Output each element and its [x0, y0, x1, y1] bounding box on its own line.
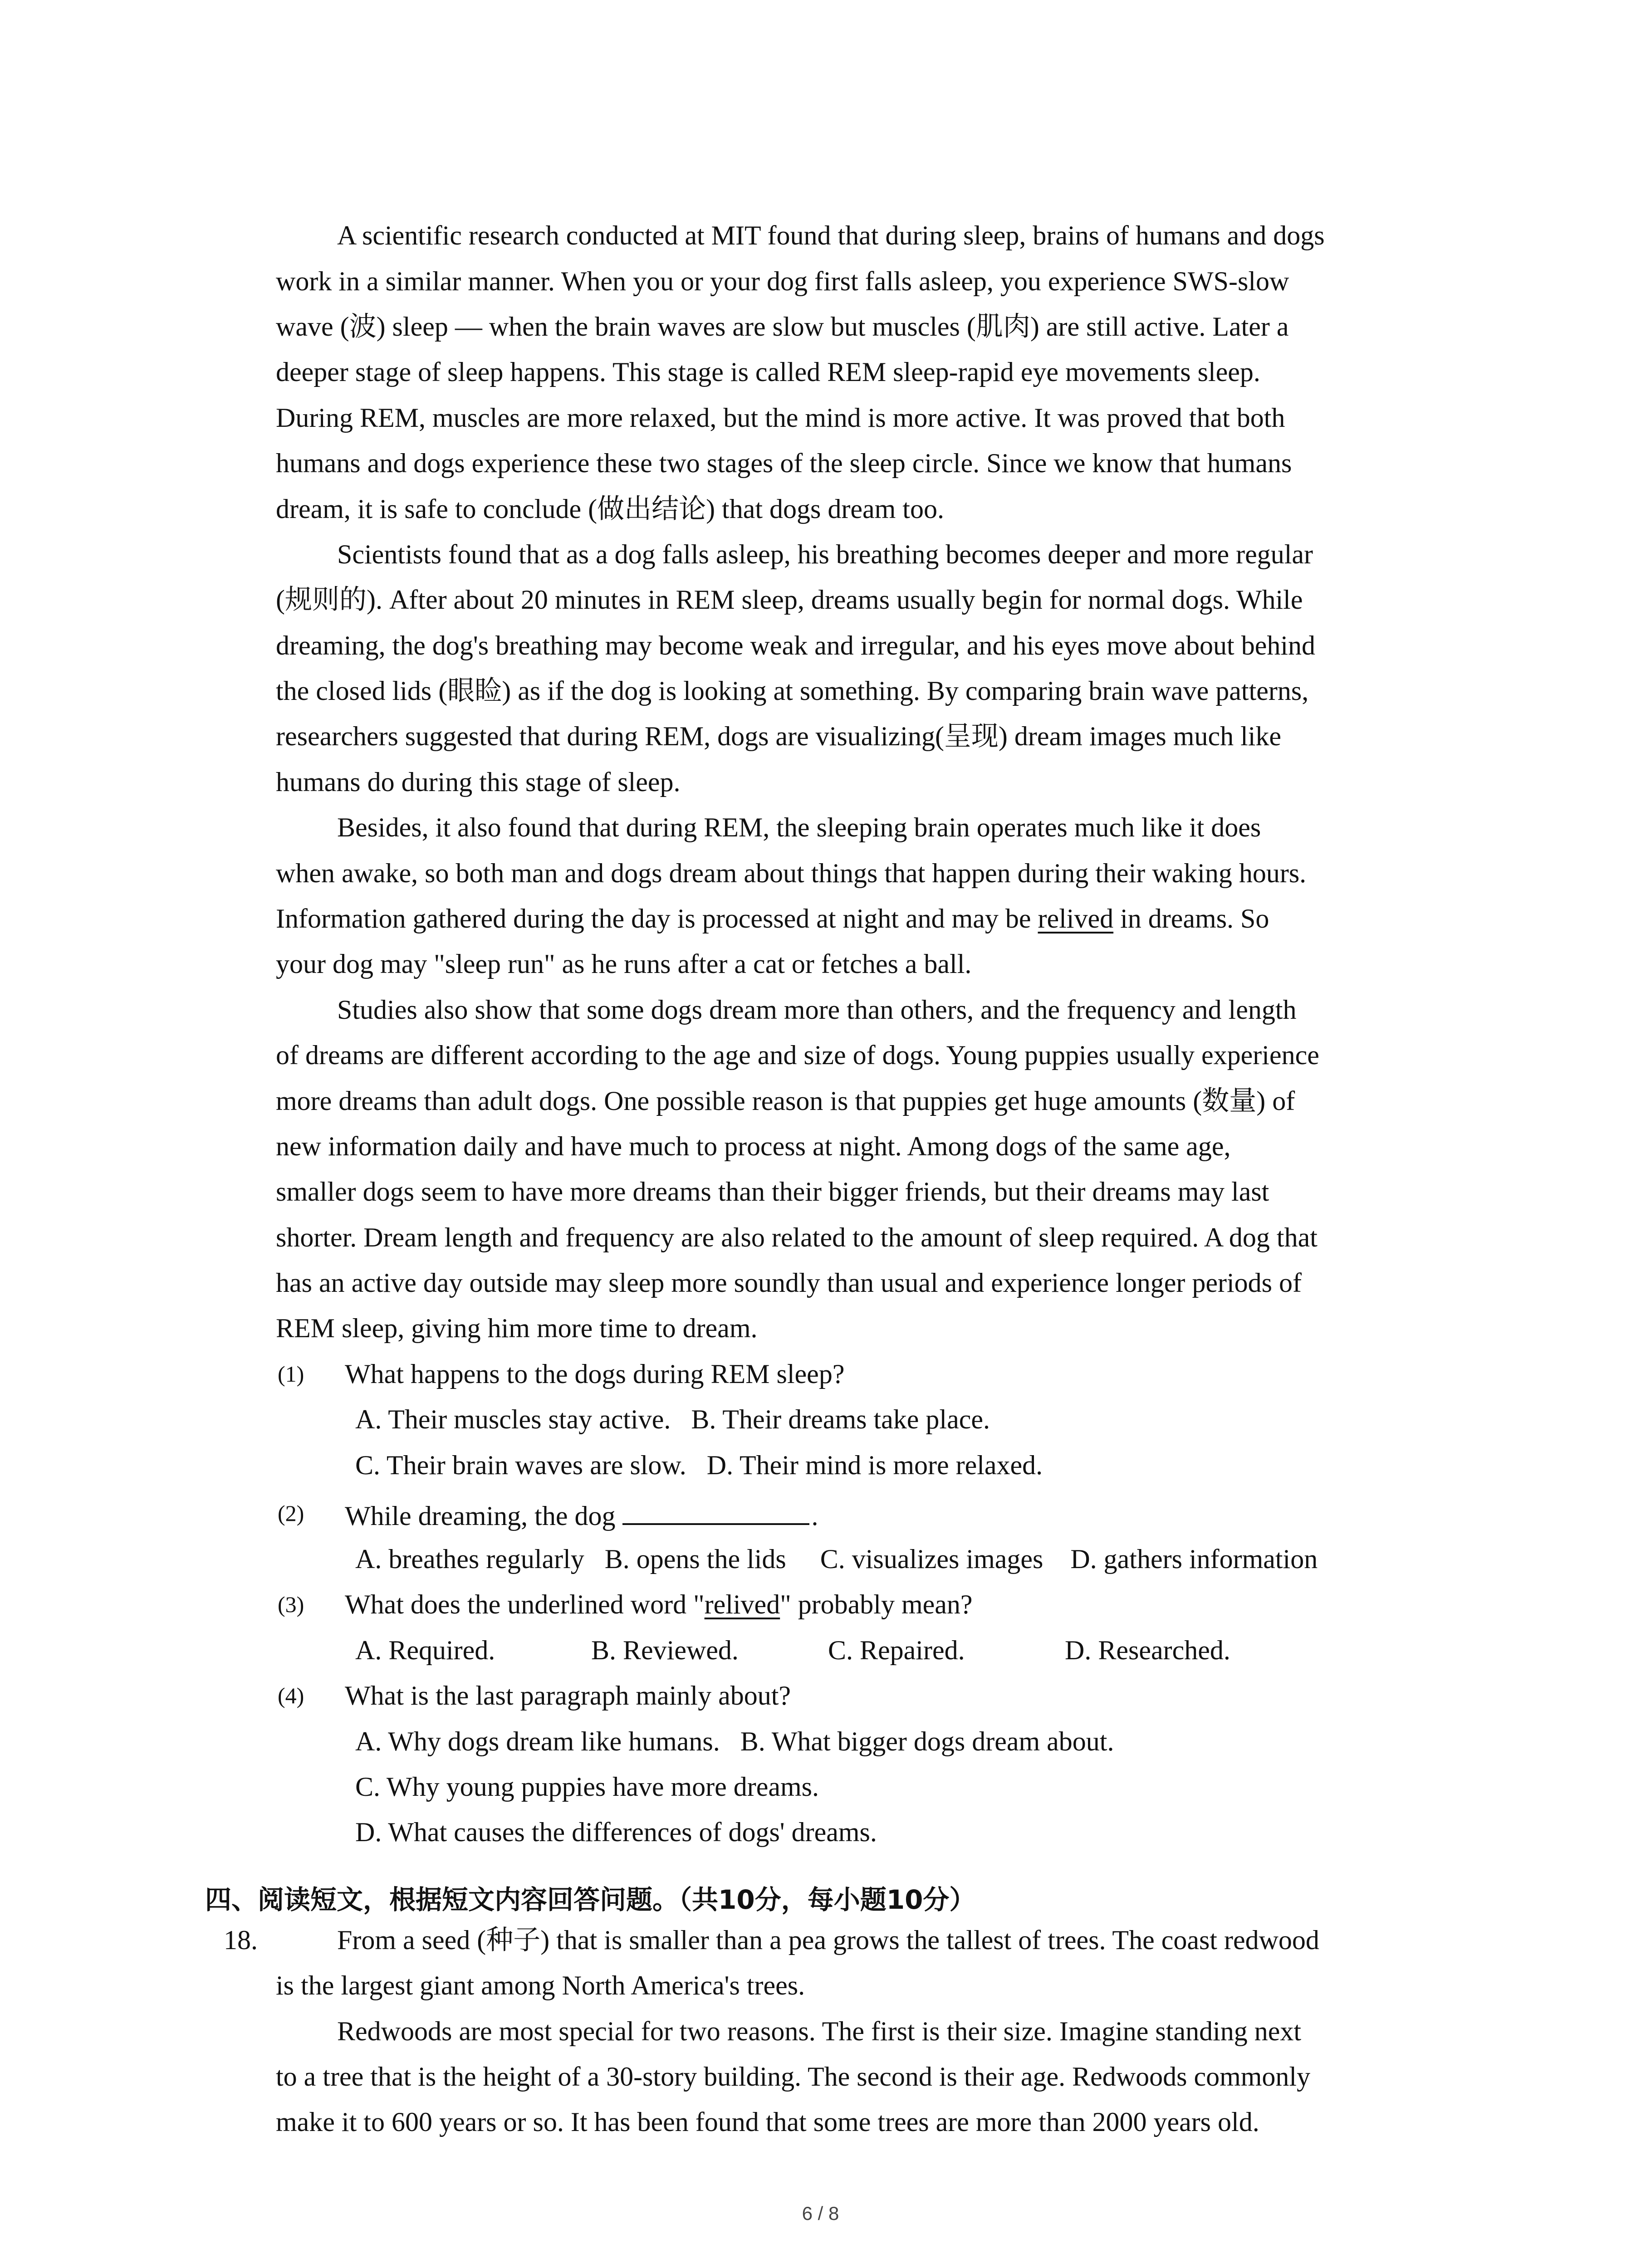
text-line: the closed lids (眼睑) as if the dog is looking at something. By comparing brain wave patterns, [276, 676, 1309, 706]
text-line: of dreams are different according to the age and size of dogs. Young puppies usually experience [276, 1040, 1319, 1070]
text-line: Studies also show that some dogs dream more than others, and the frequency and length [337, 995, 1297, 1025]
question-stem [345, 1588, 973, 1621]
question-stem: What is the last paragraph mainly about? [345, 1681, 791, 1711]
question-number: (4) [278, 1683, 304, 1708]
underlined-word-relived: relived [704, 1589, 780, 1619]
underlined-word-relived: relived [1038, 904, 1114, 934]
question-number: 18. [224, 1925, 258, 1955]
answer-options: A. Their muscles stay active. B. Their dreams take place. [355, 1404, 990, 1434]
text-line: smaller dogs seem to have more dreams than their bigger friends, but their dreams may last [276, 1177, 1269, 1207]
text-segment: Information gathered during the day is processed at night and may be [276, 904, 1031, 934]
text-line: (规则的). After about 20 minutes in REM sleep, dreams usually begin for normal dogs. While [276, 585, 1303, 615]
text-line: From a seed (种子) that is smaller than a pea grows the tallest of trees. The coast redwood [337, 1925, 1319, 1955]
answer-option-c: C. Repaired. [828, 1635, 965, 1665]
text-line: humans and dogs experience these two stages of the sleep circle. Since we know that humans [276, 448, 1292, 478]
section-heading: 四、阅读短文，根据短文内容回答问题。（共10分，每小题10分） [205, 1884, 976, 1915]
text-line: Redwoods are most special for two reasons. The first is their size. Imagine standing next [337, 2016, 1302, 2046]
answer-options: A. Why dogs dream like humans. B. What bigger dogs dream about. [355, 1726, 1114, 1756]
text-line: make it to 600 years or so. It has been found that some trees are more than 2000 years old. [276, 2107, 1259, 2137]
text-line: when awake, so both man and dogs dream about things that happen during their waking hours. [276, 858, 1307, 888]
text-line: dream, it is safe to conclude (做出结论) that dogs dream too. [276, 494, 944, 524]
text-line: REM sleep, giving him more time to dream. [276, 1313, 758, 1343]
answer-options: C. Their brain waves are slow. D. Their mind is more relaxed. [355, 1450, 1043, 1480]
question-number: (3) [278, 1592, 304, 1617]
text-line: A scientific research conducted at MIT found that during sleep, brains of humans and dogs [337, 220, 1325, 250]
text-line: more dreams than adult dogs. One possible reason is that puppies get huge amounts (数量) of [276, 1086, 1295, 1116]
text-segment: in dreams. So [1113, 904, 1269, 934]
question-stem: What happens to the dogs during REM sleep? [345, 1359, 845, 1389]
answer-option-d: D. Researched. [1065, 1635, 1230, 1665]
text-line: your dog may "sleep run" as he runs after a cat or fetches a ball. [276, 949, 972, 979]
answer-option-a: A. Required. [355, 1635, 495, 1665]
text-line: researchers suggested that during REM, dogs are visualizing(呈现) dream images much like [276, 721, 1282, 751]
text-line: humans do during this stage of sleep. [276, 767, 681, 797]
text-line: deeper stage of sleep happens. This stage is called REM sleep-rapid eye movements sleep. [276, 357, 1260, 387]
text-segment: " probably mean? [780, 1589, 973, 1619]
answer-option-b: B. Reviewed. [591, 1635, 739, 1665]
text-line: Besides, it also found that during REM, the sleeping brain operates much like it does [337, 812, 1261, 842]
text-line: new information daily and have much to process at night. Among dogs of the same age, [276, 1131, 1231, 1161]
text-line: is the largest giant among North America's trees. [276, 1970, 805, 2000]
text-line: Scientists found that as a dog falls asleep, his breathing becomes deeper and more regular [337, 539, 1313, 569]
text-line: to a tree that is the height of a 30-story building. The second is their age. Redwoods commonly [276, 2062, 1311, 2092]
text-line: wave (波) sleep — when the brain waves are slow but muscles (肌肉) are still active. Later a [276, 312, 1289, 342]
answer-options: D. What causes the differences of dogs' dreams. [355, 1817, 877, 1847]
question-number: (2) [278, 1501, 304, 1526]
text-line: shorter. Dream length and frequency are also related to the amount of sleep required. A dog that [276, 1222, 1318, 1252]
question-stem [345, 1497, 818, 1530]
answer-blank [622, 1497, 809, 1525]
text-line: work in a similar manner. When you or your dog first falls asleep, you experience SWS-slow [276, 266, 1289, 296]
text-segment: While dreaming, the dog [345, 1501, 616, 1531]
text-line [276, 902, 1269, 935]
text-segment: . [811, 1501, 818, 1531]
text-line: has an active day outside may sleep more soundly than usual and experience longer periods of [276, 1268, 1302, 1298]
question-number: (1) [278, 1361, 304, 1387]
text-line: dreaming, the dog's breathing may become weak and irregular, and his eyes move about behind [276, 631, 1316, 660]
text-line: During REM, muscles are more relaxed, but the mind is more active. It was proved that both [276, 403, 1285, 433]
answer-options: A. breathes regularly B. opens the lids C. visualizes images D. gathers information [355, 1544, 1318, 1574]
text-segment: What does the underlined word " [345, 1589, 705, 1619]
page-number: 6 / 8 [802, 2203, 839, 2224]
answer-options: C. Why young puppies have more dreams. [355, 1772, 819, 1802]
